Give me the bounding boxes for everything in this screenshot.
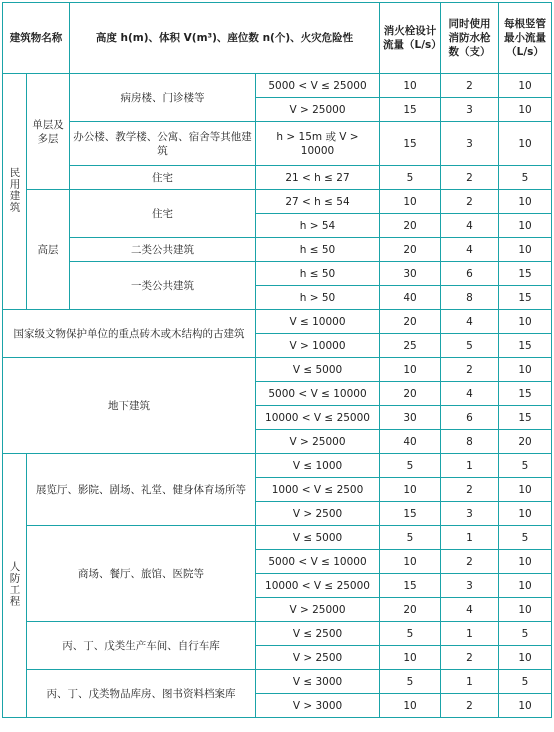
guns-cell: 2 [441,646,499,670]
flow-cell: 40 [380,430,441,454]
flow-cell: 5 [380,670,441,694]
flow-cell: 30 [380,406,441,430]
riser-cell: 5 [499,670,552,694]
flow-cell: 40 [380,286,441,310]
category-heritage: 国家级文物保护单位的重点砖木或木结构的古建筑 [3,310,256,358]
category-exhibition: 展览厅、影院、剧场、礼堂、健身体育场所等 [27,454,256,526]
guns-cell: 2 [441,694,499,718]
category-office: 办公楼、教学楼、公寓、宿舍等其他建筑 [70,122,256,166]
guns-cell: 1 [441,622,499,646]
guns-cell: 3 [441,502,499,526]
flow-cell: 20 [380,382,441,406]
header-design-flow: 消火栓设计流量（L/s） [380,3,441,74]
condition-cell: V ≤ 1000 [256,454,380,478]
condition-cell: V > 2500 [256,646,380,670]
header-riser-flow: 每根竖管最小流量（L/s） [499,3,552,74]
table-row [3,454,552,478]
flow-cell: 10 [380,74,441,98]
group-civil-high: 高层 [27,190,70,310]
riser-cell: 10 [499,502,552,526]
riser-cell: 15 [499,286,552,310]
riser-cell: 15 [499,406,552,430]
guns-cell: 4 [441,382,499,406]
condition-cell: V > 10000 [256,334,380,358]
category-hospital: 病房楼、门诊楼等 [70,74,256,122]
table-row [3,526,552,550]
guns-cell: 2 [441,550,499,574]
flow-cell: 20 [380,214,441,238]
category-underground: 地下建筑 [3,358,256,454]
flow-cell: 10 [380,694,441,718]
riser-cell: 10 [499,478,552,502]
guns-cell: 2 [441,478,499,502]
header-building-name: 建筑物名称 [3,3,70,74]
condition-cell: V > 3000 [256,694,380,718]
flow-cell: 5 [380,526,441,550]
riser-cell: 10 [499,214,552,238]
category-warehouse: 丙、丁、戊类物品库房、图书资料档案库 [27,670,256,718]
condition-cell: V ≤ 5000 [256,358,380,382]
guns-cell: 6 [441,406,499,430]
riser-cell: 10 [499,598,552,622]
condition-cell: V > 2500 [256,502,380,526]
condition-cell: V ≤ 5000 [256,526,380,550]
table-row [3,358,552,382]
condition-cell: 5000 < V ≤ 10000 [256,382,380,406]
riser-cell: 15 [499,262,552,286]
guns-cell: 3 [441,98,499,122]
flow-cell: 20 [380,310,441,334]
flow-cell: 10 [380,550,441,574]
riser-cell: 10 [499,190,552,214]
table-row [3,122,552,166]
guns-cell: 1 [441,526,499,550]
riser-cell: 10 [499,122,552,166]
guns-cell: 2 [441,166,499,190]
flow-cell: 10 [380,358,441,382]
guns-cell: 1 [441,454,499,478]
condition-cell: V > 25000 [256,598,380,622]
group-civil-defense: 人防工程 [3,454,27,718]
condition-cell: h ≤ 50 [256,238,380,262]
condition-cell: 10000 < V ≤ 25000 [256,406,380,430]
flow-cell: 10 [380,190,441,214]
table-row [3,670,552,694]
condition-cell: 5000 < V ≤ 10000 [256,550,380,574]
guns-cell: 2 [441,190,499,214]
condition-cell: h > 15m 或 V > 10000 [256,122,380,166]
riser-cell: 15 [499,334,552,358]
condition-cell: h > 50 [256,286,380,310]
condition-cell: V > 25000 [256,430,380,454]
riser-cell: 5 [499,166,552,190]
category-residence-low: 住宅 [70,166,256,190]
riser-cell: 15 [499,382,552,406]
guns-cell: 6 [441,262,499,286]
table-row [3,166,552,190]
riser-cell: 10 [499,646,552,670]
riser-cell: 20 [499,430,552,454]
flow-cell: 15 [380,122,441,166]
riser-cell: 5 [499,526,552,550]
flow-cell: 15 [380,574,441,598]
condition-cell: V ≤ 3000 [256,670,380,694]
table-row [3,74,552,98]
flow-cell: 30 [380,262,441,286]
guns-cell: 8 [441,430,499,454]
riser-cell: 10 [499,238,552,262]
condition-cell: V > 25000 [256,98,380,122]
category-public-class1: 一类公共建筑 [70,262,256,310]
condition-cell: 21 < h ≤ 27 [256,166,380,190]
riser-cell: 10 [499,358,552,382]
riser-cell: 10 [499,574,552,598]
table-row [3,190,552,214]
flow-cell: 10 [380,478,441,502]
condition-cell: V ≤ 2500 [256,622,380,646]
riser-cell: 10 [499,74,552,98]
flow-cell: 10 [380,646,441,670]
guns-cell: 8 [441,286,499,310]
condition-cell: 5000 < V ≤ 25000 [256,74,380,98]
group-civil-low: 单层及多层 [27,74,70,190]
guns-cell: 1 [441,670,499,694]
guns-cell: 2 [441,358,499,382]
flow-cell: 15 [380,502,441,526]
guns-cell: 4 [441,238,499,262]
riser-cell: 5 [499,622,552,646]
category-workshop: 丙、丁、戊类生产车间、自行车库 [27,622,256,670]
flow-cell: 20 [380,598,441,622]
guns-cell: 4 [441,310,499,334]
table-row [3,622,552,646]
guns-cell: 2 [441,74,499,98]
guns-cell: 3 [441,122,499,166]
flow-cell: 20 [380,238,441,262]
header-criteria: 高度 h(m)、体积 V(m³)、座位数 n(个)、火灾危险性 [70,3,380,74]
guns-cell: 4 [441,598,499,622]
flow-cell: 5 [380,454,441,478]
guns-cell: 5 [441,334,499,358]
category-mall: 商场、餐厅、旅馆、医院等 [27,526,256,622]
condition-cell: V ≤ 10000 [256,310,380,334]
riser-cell: 10 [499,310,552,334]
condition-cell: h > 54 [256,214,380,238]
flow-cell: 5 [380,622,441,646]
guns-cell: 3 [441,574,499,598]
header-row [3,3,552,74]
table-row [3,262,552,286]
category-public-class2: 二类公共建筑 [70,238,256,262]
condition-cell: 27 < h ≤ 54 [256,190,380,214]
condition-cell: 1000 < V ≤ 2500 [256,478,380,502]
condition-cell: h ≤ 50 [256,262,380,286]
table-row [3,310,552,334]
category-residence-high: 住宅 [70,190,256,238]
riser-cell: 10 [499,550,552,574]
riser-cell: 10 [499,98,552,122]
header-water-guns: 同时使用消防水枪数（支） [441,3,499,74]
guns-cell: 4 [441,214,499,238]
fire-hydrant-flow-table [2,2,552,718]
flow-cell: 25 [380,334,441,358]
riser-cell: 10 [499,694,552,718]
table-row [3,238,552,262]
condition-cell: 10000 < V ≤ 25000 [256,574,380,598]
flow-cell: 5 [380,166,441,190]
flow-cell: 15 [380,98,441,122]
riser-cell: 5 [499,454,552,478]
group-civil: 民用建筑 [3,74,27,310]
